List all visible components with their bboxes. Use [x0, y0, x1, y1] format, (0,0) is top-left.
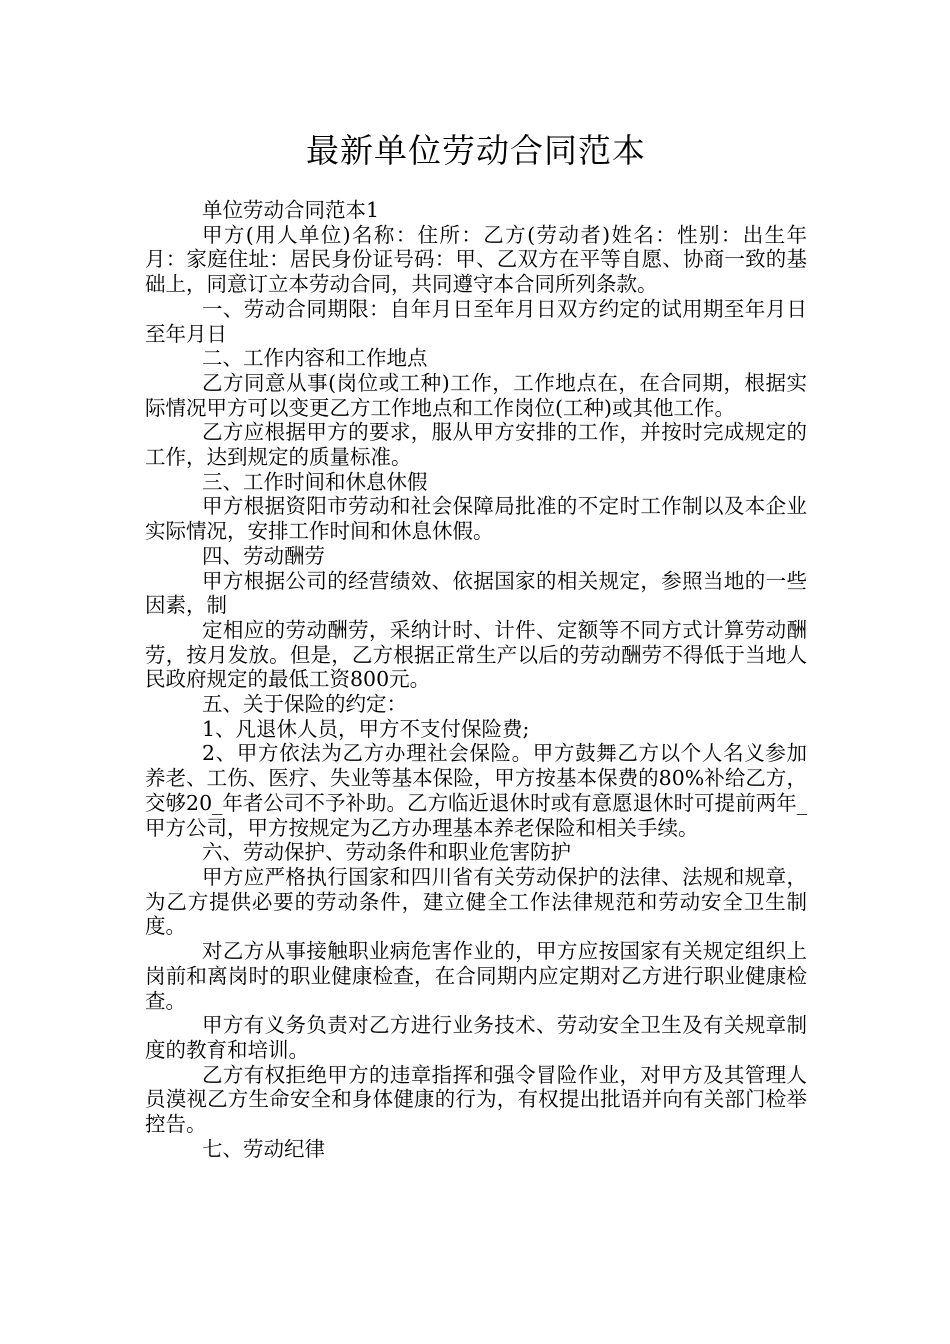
document-body: [145, 198, 807, 1161]
paragraph-section-7-heading: 七、劳动纪律: [202, 1136, 325, 1161]
paragraph-section-6-heading: 六、劳动保护、劳动条件和职业危害防护: [202, 840, 571, 865]
paragraph-section-5-heading: 五、关于保险的约定：: [202, 692, 407, 717]
document-title: 最新单位劳动合同范本: [306, 131, 646, 170]
paragraph-right-to-refuse: 乙方有权拒绝甲方的违章指挥和强令冒险作业，对甲方及其管理人员漠视乙方生命安全和身体健康的行为，有权提出批语并向有关部门检举控告。: [145, 1062, 807, 1137]
paragraph-insurance-retirees: 1、凡退休人员，甲方不支付保险费;: [202, 716, 530, 741]
paragraph-work-location: 乙方同意从事(岗位或工种)工作，工作地点在，在合同期，根据实际情况甲方可以变更乙方工作地点和工作岗位(工种)或其他工作。: [145, 370, 807, 420]
paragraph-section-4-heading: 四、劳动酬劳: [202, 543, 325, 568]
paragraph-work-requirements: 乙方应根据甲方的要求，服从甲方安排的工作，并按时完成规定的工作，达到规定的质量标准。: [145, 420, 807, 470]
paragraph-section-1-term: 一、劳动合同期限：自年月日至年月日双方约定的试用期至年月日至年月日: [145, 296, 807, 346]
paragraph-working-hours: 甲方根据资阳市劳动和社会保障局批准的不定时工作制以及本企业实际情况，安排工作时间和休息休假。: [145, 494, 807, 544]
paragraph-parties: 甲方(用人单位)名称：住所：乙方(劳动者)姓名：性别：出生年月：家庭住址：居民身份证号码：甲、乙双方在平等自愿、协商一致的基础上，同意订立本劳动合同，共同遵守本合同所列条款。: [145, 222, 807, 297]
document-page: [145, 0, 807, 1161]
paragraph-social-insurance: 2、甲方依法为乙方办理社会保险。甲方鼓舞乙方以个人名义参加养老、工伤、医疗、失业等基本保险，甲方按基本保费的80%补给乙方，交够20_年者公司不予补助。乙方临近退休时或有意愿退休时可提前两年_甲方公司，甲方按规定为乙方办理基本养老保险和相关手续。: [145, 741, 807, 840]
paragraph-section-2-heading: 二、工作内容和工作地点: [202, 346, 428, 371]
paragraph-training: 甲方有义务负责对乙方进行业务技术、劳动安全卫生及有关规章制度的教育和培训。: [145, 1013, 807, 1062]
paragraph-health-checks: 对乙方从事接触职业病危害作业的，甲方应按国家有关规定组织上岗前和离岗时的职业健康检查，在合同期内应定期对乙方进行职业健康检查。: [145, 939, 807, 1013]
paragraph-remuneration-method: 定相应的劳动酬劳，采纳计时、计件、定额等不同方式计算劳动酬劳，按月发放。但是，乙方根据正常生产以后的劳动酬劳不得低于当地人民政府规定的最低工资800元。: [145, 617, 807, 692]
paragraph-contract-heading: 单位劳动合同范本1: [202, 198, 380, 222]
paragraph-labor-protection: 甲方应严格执行国家和四川省有关劳动保护的法律、法规和规章，为乙方提供必要的劳动条件，建立健全工作法律规范和劳动安全卫生制度。: [145, 864, 807, 939]
paragraph-remuneration-basis: 甲方根据公司的经营绩效、依据国家的相关规定，参照当地的一些因素，制: [145, 568, 807, 618]
paragraph-section-3-heading: 三、工作时间和休息休假: [202, 469, 428, 494]
